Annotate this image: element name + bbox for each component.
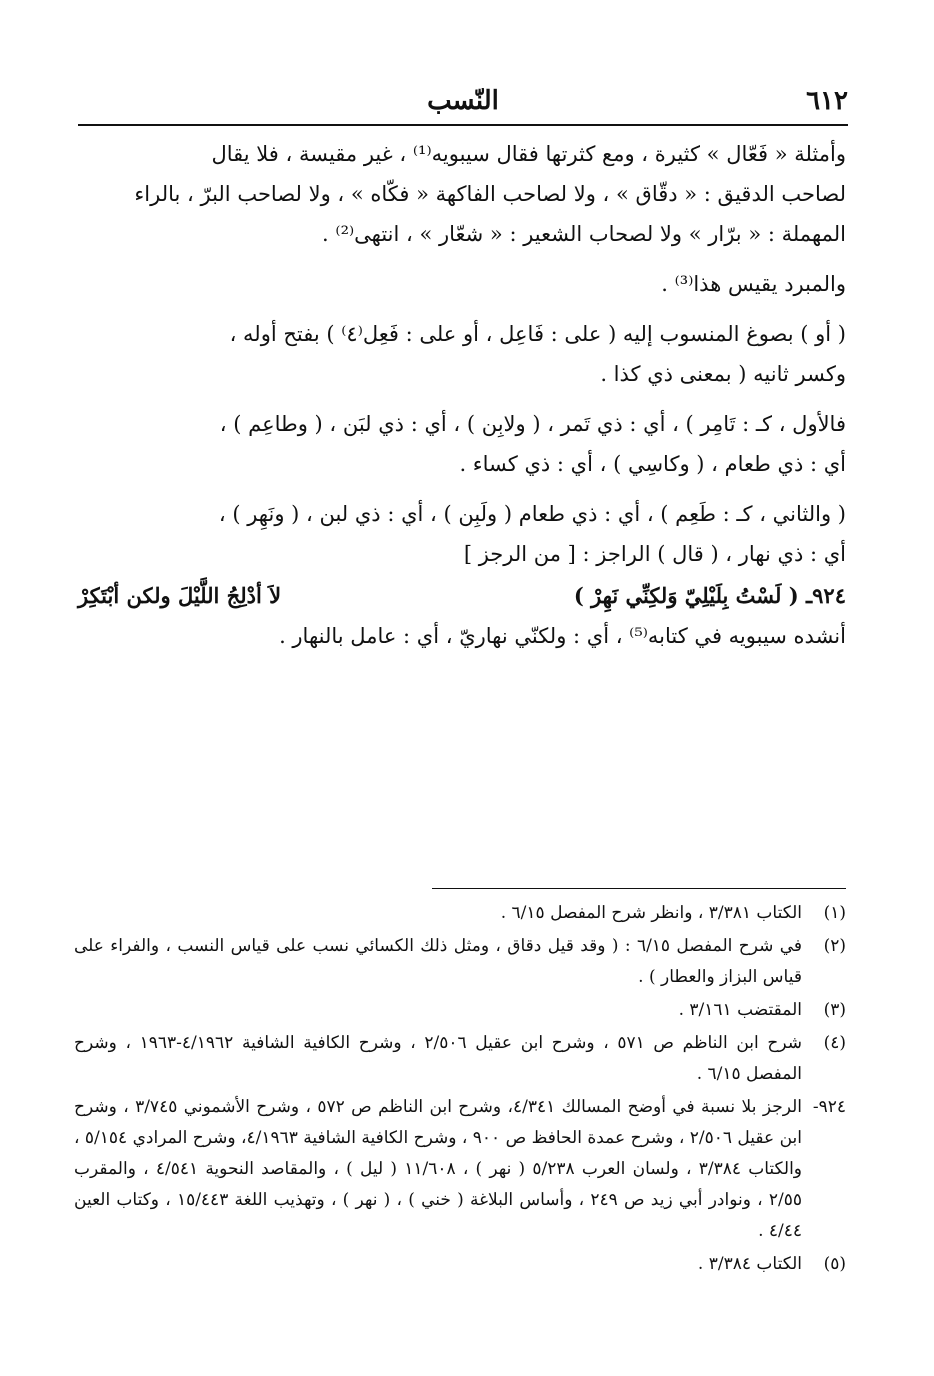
text-line: ( أو ) بصوغ المنسوب إليه ( على : فَاعِل ، أو على : فَعِل⁽٤⁾ ) بفتح أوله ، (229, 322, 846, 346)
footnote-number: (٢) (823, 936, 846, 956)
footnote-number: (٣) (823, 1000, 846, 1020)
footnote-text: في شرح المفصل ٦/١٥ : ( وقد قيل دقاق ، ومثل ذلك الكسائي نسب على قياس النسب ، والفراء على قياس البزاز والعطار ) . (74, 936, 802, 987)
page-number: ٦١٢ (806, 86, 848, 116)
footnote-text: الكتاب ٣/٣٨٤ . (697, 1254, 802, 1274)
footnote-text: المقتضب ٣/١٦١ . (678, 1000, 802, 1020)
footnote (74, 1028, 846, 1090)
text-line: لصاحب الدقيق : « دقّاق » ، ولا لصاحب الفاكهة « فكّاه » ، ولا لصاحب البرّ ، بالراء (134, 182, 846, 206)
footnote-number: (٤) (823, 1033, 846, 1053)
paragraph-2 (74, 264, 846, 304)
verse-first-hemistich: ٩٢٤ـ ( لَسْتُ بِلَيْلِيّ وَلكِنِّي نَهِرْ ) (573, 583, 846, 608)
text-line: ( والثاني ، كـ : طَعِم ) ، أي : ذي طعام ( ولَبِن ) ، أي : ذي لبن ، ( ونَهِر ) ، (218, 502, 846, 526)
text-line: وأمثلة « فَعّال » كثيرة ، ومع كثرتها فقال سيبويه⁽¹⁾ ، غير مقيسة ، فلا يقال (211, 142, 846, 166)
text-line: والمبرد يقيس هذا⁽³⁾ . (661, 272, 846, 296)
paragraph-5 (74, 494, 846, 574)
paragraph-6 (74, 616, 846, 656)
text-line: وكسر ثانيه ( بمعنى ذي كذا . (600, 362, 846, 386)
main-text (74, 134, 846, 666)
chapter-title: النّسب (427, 86, 499, 116)
paragraph-1 (74, 134, 846, 254)
poem-verse (74, 576, 846, 616)
header-rule (78, 124, 848, 126)
text-line: أي : ذي نهار ، ( قال ) الراجز : [ من الرجز ] (463, 542, 846, 566)
footnote (74, 931, 846, 993)
verse-second-hemistich: لاَ أدْلِجُ اللَّيْلَ ولكن أبْتَكِرْ (78, 583, 282, 608)
footnote-text: الكتاب ٣/٣٨١ ، وانظر شرح المفصل ٦/١٥ . (500, 903, 802, 923)
text-line: أي : ذي طعام ، ( وكاسِي ) ، أي : ذي كساء . (459, 452, 846, 476)
page-header (78, 82, 848, 122)
footnote-number: (٥) (823, 1254, 846, 1274)
footnote-text: شرح ابن الناظم ص ٥٧١ ، وشرح ابن عقيل ٢/٥٠٦ ، وشرح الكافية الشافية ٤/١٩٦٢-١٩٦٣ ، وشرح المفصل ٦/١٥ . (74, 1033, 803, 1084)
footnote (74, 898, 846, 929)
text-line: فالأول ، كـ : تَامِر ) ، أي : ذي تَمر ، ( ولابِن ) ، أي : ذي لبَن ، ( وطاعِم ) ، (219, 412, 846, 436)
footnote-number: (١) (823, 903, 846, 923)
footnotes (74, 898, 846, 1282)
footnote (74, 1092, 846, 1247)
paragraph-4 (74, 404, 846, 484)
footnote-separator (432, 888, 846, 889)
footnote (74, 1249, 846, 1280)
text-line: المهملة : « برّار » ولا لصحاب الشعير : « شعّار » ، انتهى⁽²⁾ . (322, 222, 846, 246)
footnote-text: الرجز بلا نسبة في أوضح المسالك ٤/٣٤١، وشرح ابن الناظم ص ٥٧٢ ، وشرح الأشموني ٣/٧٤٥ ، وشرح ابن عقيل ٢/٥٠٦ ، وشرح عمدة الحافظ ص ٩٠٠ ، وشرح الكافية الشافية ٤/١٩٦٣، وشرح المرادي ٥/١٥٤ ، والكتاب ٣/٣٨٤ ، ولسان العرب ٥/٢٣٨ ( نهر ) ، ١١/٦٠٨ ( ليل ) ، والمقاصد النحوية ٤/٥٤١ ، والمقرب ٢/٥٥ ، ونوادر أبي زيد ص ٢٤٩ ، وأساس البلاغة ( خني ) ، ( نهر ) ، وتهذيب اللغة ١٥/٤٤٣ ، وكتاب العين ٤/٤٤ . (74, 1097, 803, 1241)
text-line: أنشده سيبويه في كتابه⁽⁵⁾ ، أي : ولكنّي نهاريّ ، أي : عامل بالنهار . (279, 624, 846, 648)
footnote-number: ٩٢٤- (812, 1097, 846, 1117)
paragraph-3 (74, 314, 846, 394)
footnote (74, 995, 846, 1026)
